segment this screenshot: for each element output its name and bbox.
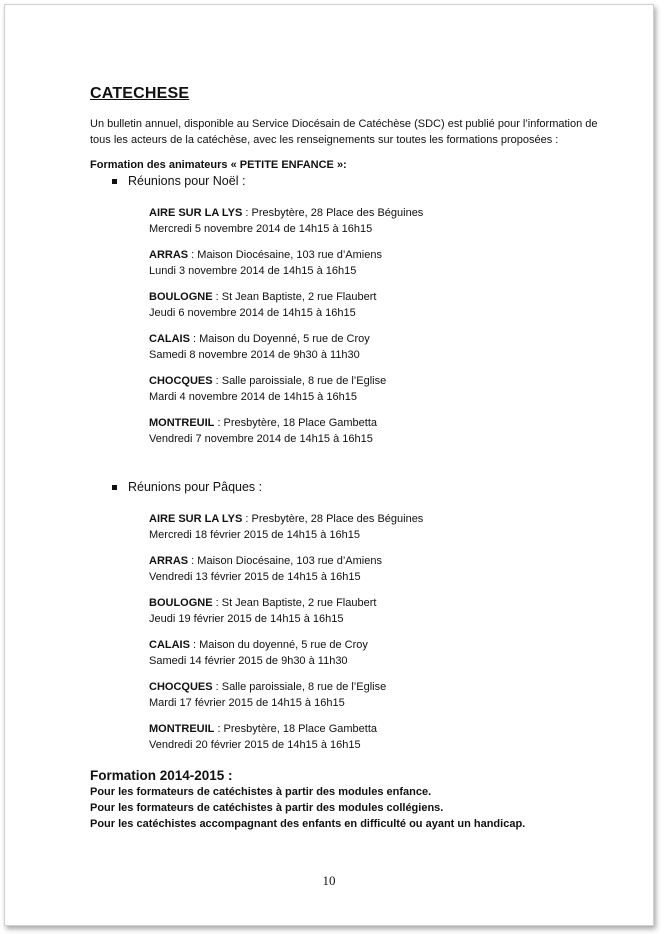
meeting-place: BOULOGNE xyxy=(149,597,213,609)
meeting-place: CHOCQUES xyxy=(149,375,213,387)
meeting-address: : Maison du Doyenné, 5 rue de Croy xyxy=(189,333,370,345)
page-content xyxy=(90,85,610,832)
meeting-entry xyxy=(149,289,610,321)
page-number: 10 xyxy=(322,873,336,888)
meeting-date: Lundi 3 novembre 2014 de 14h15 à 16h15 xyxy=(149,265,357,277)
formation-2014-section xyxy=(90,767,610,832)
intro-paragraph: Un bulletin annuel, disponible au Service Diocésain de Catéchèse (SDC) est publié pour l’information de tous les acteurs de la catéchèse, avec les renseignements sur toutes les formations proposées : xyxy=(90,118,598,146)
paques-bullet xyxy=(90,479,610,496)
meeting-address: : Maison Diocésaine, 103 rue d’Amiens xyxy=(188,249,382,261)
meeting-entry xyxy=(149,595,610,627)
meeting-address: : St Jean Baptiste, 2 rue Flaubert xyxy=(212,597,377,609)
meeting-place: MONTREUIL xyxy=(149,417,215,429)
meeting-address: : Maison du doyenné, 5 rue de Croy xyxy=(189,639,368,651)
noel-label: Réunions pour Noël : xyxy=(128,174,246,188)
paques-label: Réunions pour Pâques : xyxy=(128,480,263,494)
meeting-entry xyxy=(149,331,610,363)
meeting-entry xyxy=(149,637,610,669)
meeting-date: Jeudi 19 février 2015 de 14h15 à 16h15 xyxy=(149,613,344,625)
noel-entries xyxy=(149,205,610,447)
meeting-address: : Presbytère, 28 Place des Béguines xyxy=(242,207,424,219)
meeting-address: : St Jean Baptiste, 2 rue Flaubert xyxy=(212,291,377,303)
meeting-address: : Presbytère, 18 Place Gambetta xyxy=(214,417,378,429)
meeting-entry xyxy=(149,373,610,405)
meeting-date: Vendredi 20 février 2015 de 14h15 à 16h15 xyxy=(149,739,361,751)
meeting-place: CHOCQUES xyxy=(149,681,213,693)
meeting-entry xyxy=(149,721,610,753)
meeting-place: AIRE SUR LA LYS xyxy=(149,513,243,525)
formation-heading: Formation des animateurs « PETITE ENFANCE »: xyxy=(90,159,347,171)
formation-2014-title: Formation 2014-2015 : xyxy=(90,768,233,783)
meeting-date: Jeudi 6 novembre 2014 de 14h15 à 16h15 xyxy=(149,307,356,319)
paques-entries xyxy=(149,511,610,753)
meeting-address: : Presbytère, 28 Place des Béguines xyxy=(242,513,424,525)
meeting-entry xyxy=(149,511,610,543)
meeting-place: AIRE SUR LA LYS xyxy=(149,207,243,219)
meeting-entry xyxy=(149,553,610,585)
document-page xyxy=(4,4,654,926)
meeting-place: ARRAS xyxy=(149,555,189,567)
meeting-place: ARRAS xyxy=(149,249,189,261)
square-bullet-icon xyxy=(112,179,117,184)
meeting-date: Vendredi 13 février 2015 de 14h15 à 16h15 xyxy=(149,571,361,583)
formation-line: Pour les catéchistes accompagnant des enfants en difficulté ou ayant un handicap. xyxy=(90,818,526,830)
formation-line: Pour les formateurs de catéchistes à partir des modules collégiens. xyxy=(90,802,444,814)
meeting-entry xyxy=(149,679,610,711)
meeting-date: Mardi 17 février 2015 de 14h15 à 16h15 xyxy=(149,697,345,709)
meeting-place: MONTREUIL xyxy=(149,723,215,735)
meeting-date: Mardi 4 novembre 2014 de 14h15 à 16h15 xyxy=(149,391,357,403)
meeting-place: CALAIS xyxy=(149,333,190,345)
meeting-date: Mercredi 5 novembre 2014 de 14h15 à 16h15 xyxy=(149,223,373,235)
noel-bullet xyxy=(90,173,610,190)
meeting-address: : Salle paroissiale, 8 rue de l’Eglise xyxy=(212,375,387,387)
meeting-date: Samedi 8 novembre 2014 de 9h30 à 11h30 xyxy=(149,349,360,361)
meeting-entry xyxy=(149,415,610,447)
meeting-address: : Presbytère, 18 Place Gambetta xyxy=(214,723,378,735)
square-bullet-icon xyxy=(112,485,117,490)
meeting-entry xyxy=(149,247,610,279)
meeting-place: CALAIS xyxy=(149,639,190,651)
meeting-entry xyxy=(149,205,610,237)
formation-line: Pour les formateurs de catéchistes à partir des modules enfance. xyxy=(90,786,432,798)
meeting-date: Vendredi 7 novembre 2014 de 14h15 à 16h15 xyxy=(149,433,373,445)
meeting-date: Mercredi 18 février 2015 de 14h15 à 16h15 xyxy=(149,529,360,541)
meeting-address: : Salle paroissiale, 8 rue de l’Eglise xyxy=(212,681,387,693)
meeting-address: : Maison Diocésaine, 103 rue d’Amiens xyxy=(188,555,382,567)
meeting-date: Samedi 14 février 2015 de 9h30 à 11h30 xyxy=(149,655,348,667)
section-title: CATECHESE xyxy=(90,85,190,102)
meeting-place: BOULOGNE xyxy=(149,291,213,303)
